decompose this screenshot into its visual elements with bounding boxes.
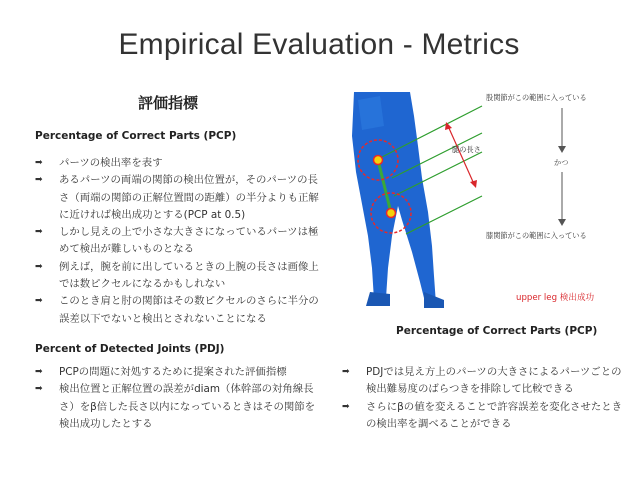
list-item: [35, 155, 325, 172]
body-silhouette: [352, 92, 444, 308]
section-heading: 評価指標: [138, 94, 199, 112]
list-item: [35, 364, 325, 381]
pdj-heading: Percent of Detected Joints (PDJ): [35, 343, 225, 355]
pdj-bullet-list-right: [342, 364, 627, 433]
pdj-bullet-list: [35, 364, 325, 433]
bullet-text: このとき肩と肘の関節はその数ピクセルのさらに半分の誤差以下でないと検出とされないことになる: [59, 295, 319, 325]
arrow-bullet-icon: ➡: [35, 367, 43, 377]
flow-arrow-down: [558, 108, 566, 226]
figure-caption: Percentage of Correct Parts (PCP): [396, 325, 598, 337]
bullet-text: PCPの問題に対処するために提案された評価指標: [59, 366, 287, 378]
bullet-text: 検出位置と正解位置の誤差がdiam（体幹部の対角線長さ）をβ倍した長さ以内になっているときはその関節を検出成功したとする: [59, 383, 316, 430]
list-item: [342, 364, 627, 399]
success-label: upper leg 検出成功: [516, 293, 595, 303]
list-item: [35, 381, 325, 433]
bullet-text: PDJでは見え方上のパーツの大きさによるパーツごとの検出難易度のばらつきを排除して比較できる: [366, 366, 622, 396]
arrow-bullet-icon: ➡: [35, 261, 43, 272]
arrow-bullet-icon: ➡: [35, 384, 43, 395]
thigh-length-label: 腿の長さ: [452, 145, 481, 154]
arrow-bullet-icon: ➡: [35, 175, 43, 186]
arrow-bullet-icon: ➡: [35, 296, 43, 307]
slide-title: Empirical Evaluation - Metrics: [118, 28, 520, 61]
list-item: [35, 224, 325, 259]
pcp-bullet-list: [35, 155, 325, 328]
list-item: [342, 399, 627, 434]
knee-range-label: 膝関節がこの範囲に入っている: [486, 231, 587, 240]
list-item: [35, 293, 325, 328]
pcp-figure: [340, 86, 630, 312]
arrow-bullet-icon: ➡: [35, 227, 43, 238]
arrow-bullet-icon: ➡: [342, 367, 350, 377]
bullet-text: 例えば，腕を前に出しているときの上腕の長さは画像上では数ピクセルになるかもしれない: [59, 260, 319, 291]
pcp-heading: Percentage of Correct Parts (PCP): [35, 130, 237, 142]
and-label: かつ: [554, 158, 569, 167]
knee-joint-marker: [387, 209, 396, 218]
arrow-bullet-icon: ➡: [35, 158, 43, 168]
thigh-length-arrow: [445, 122, 477, 188]
bullet-text: さらにβの値を変えることで許容誤差を変化させたときの検出率を調べることができる: [366, 400, 623, 430]
list-item: [35, 259, 325, 294]
arrow-bullet-icon: ➡: [342, 401, 350, 412]
hip-range-label: 股関節がこの範囲に入っている: [486, 93, 587, 102]
bullet-text: あるパーツの両端の関節の検出位置が，そのパーツの長さ（両端の関節の正解位置間の距離）の半分よりも正解に近ければ検出成功とする(PCP at 0.5): [59, 174, 319, 221]
list-item: [35, 172, 325, 224]
bullet-text: しかし見えの上で小さな大きさになっているパーツは極めて検出が難しいものとなる: [59, 226, 319, 256]
hip-joint-marker: [374, 156, 383, 165]
bullet-text: パーツの検出率を表す: [59, 157, 163, 169]
